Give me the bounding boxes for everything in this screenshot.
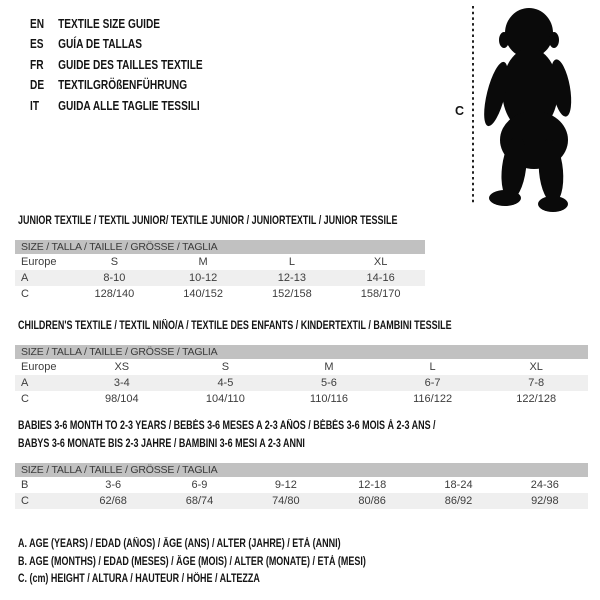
- language-code: IT: [30, 97, 40, 113]
- table-cell: 122/128: [516, 393, 557, 405]
- row-label: C: [21, 288, 29, 300]
- table-cell: 14-16: [366, 272, 395, 284]
- table-cell: XL: [529, 361, 543, 373]
- table-cell: 8-10: [103, 272, 126, 284]
- table-cell: L: [288, 256, 295, 268]
- table-cell: 6-9: [191, 479, 208, 491]
- table-cell: 92/98: [531, 495, 559, 507]
- language-label: GUÍA DE TALLAS: [58, 36, 143, 52]
- babies-size-table: [15, 463, 588, 509]
- table-row-a: [15, 375, 588, 391]
- table-cell: 98/104: [104, 393, 139, 405]
- height-measure-label: C: [455, 104, 465, 118]
- language-row-it: [30, 95, 203, 116]
- size-header-bar: SIZE / TALLA / TAILLE / GRÖSSE / TAGLIA: [15, 345, 588, 359]
- size-header-bar: SIZE / TALLA / TAILLE / GRÖSSE / TAGLIA: [15, 463, 588, 477]
- table-cell: S: [110, 256, 119, 268]
- table-cell: XS: [114, 361, 130, 373]
- table-cell: 3-4: [113, 377, 130, 389]
- table-cell: 74/80: [272, 495, 300, 507]
- table-cell: 24-36: [530, 479, 559, 491]
- junior-section-title: JUNIOR TEXTILE / TEXTIL JUNIOR/ TEXTILE JUNIOR / JUNIORTEXTIL / JUNIOR TESSILE: [18, 215, 398, 227]
- row-label: Europe: [21, 361, 57, 373]
- table-cell: 140/152: [183, 288, 223, 300]
- babies-section-title-line2: BABYS 3-6 MONATE BIS 2-3 JAHRE / BAMBINI 3-6 MESI A 2-3 ANNI: [18, 438, 305, 450]
- baby-silhouette-figure: [452, 2, 600, 214]
- table-row-europe: [15, 359, 588, 375]
- row-label: C: [21, 393, 29, 405]
- table-cell: 110/116: [309, 393, 349, 405]
- language-row-de: [30, 75, 203, 96]
- table-cell: L: [429, 361, 436, 373]
- footnote-c: C. (cm) HEIGHT / ALTURA / HAUTEUR / HÖHE / ALTEZZA: [18, 573, 260, 585]
- language-code: FR: [30, 56, 44, 72]
- row-label: A: [21, 272, 29, 284]
- footnotes: [18, 536, 464, 589]
- table-cell: 7-8: [528, 377, 545, 389]
- table-cell: 128/140: [94, 288, 135, 300]
- table-cell: 80/86: [358, 495, 386, 507]
- language-code: DE: [30, 77, 45, 93]
- junior-size-table: [15, 240, 425, 302]
- table-cell: 18-24: [444, 479, 473, 491]
- language-code: EN: [30, 15, 45, 31]
- table-cell: S: [221, 361, 230, 373]
- children-section-title: CHILDREN'S TEXTILE / TEXTIL NIÑO/A / TEXTILE DES ENFANTS / KINDERTEXTIL / BAMBINI TESSILE: [18, 320, 452, 332]
- language-label: TEXTILE SIZE GUIDE: [58, 15, 161, 31]
- table-row-c: [15, 391, 588, 407]
- table-row-b: [15, 477, 588, 493]
- row-label: B: [21, 479, 29, 491]
- table-cell: 12-13: [277, 272, 306, 284]
- table-cell: 62/68: [99, 495, 127, 507]
- table-cell: XL: [373, 256, 388, 268]
- children-size-table: [15, 345, 588, 407]
- table-row-c: [15, 493, 588, 509]
- babies-section-title-line1: BABIES 3-6 MONTH TO 2-3 YEARS / BEBÉS 3-6 MESES A 2-3 AÑOS / BÉBÉS 3-6 MOIS À 2-3 ANS /: [18, 420, 436, 432]
- table-cell: 5-6: [321, 377, 337, 389]
- table-cell: 6-7: [424, 377, 441, 389]
- table-cell: 158/170: [360, 288, 401, 300]
- footnote-a: A. AGE (YEARS) / EDAD (AÑOS) / ÂGE (ANS) / ALTER (JAHRE) / ETÀ (ANNI): [18, 538, 341, 550]
- language-code: ES: [30, 36, 44, 52]
- table-row-a: [15, 270, 425, 286]
- table-cell: 12-18: [358, 479, 387, 491]
- language-label: TEXTILGRÖßENFÜHRUNG: [58, 77, 188, 93]
- baby-silhouette: [479, 8, 575, 212]
- table-cell: 3-6: [105, 479, 122, 491]
- footnote-b: B. AGE (MONTHS) / EDAD (MESES) / ÂGE (MOIS) / ALTER (MONATE) / ETÀ (MESI): [18, 555, 366, 568]
- language-row-fr: [30, 54, 203, 75]
- size-header-bar: SIZE / TALLA / TAILLE / GRÖSSE / TAGLIA: [15, 240, 425, 254]
- language-label: GUIDA ALLE TAGLIE TESSILI: [58, 97, 200, 113]
- table-cell: 68/74: [185, 495, 214, 507]
- table-cell: 4-5: [217, 377, 234, 389]
- table-cell: 152/158: [271, 288, 312, 300]
- table-cell: 9-12: [274, 479, 297, 491]
- table-row-europe: [15, 254, 425, 270]
- row-label: C: [21, 495, 29, 507]
- table-cell: 86/92: [444, 495, 473, 507]
- table-cell: M: [198, 256, 208, 268]
- row-label: A: [21, 377, 29, 389]
- row-label: Europe: [21, 256, 57, 268]
- language-list: [30, 13, 251, 116]
- table-cell: 116/122: [413, 393, 453, 405]
- table-row-c: [15, 286, 425, 302]
- table-cell: 10-12: [189, 272, 218, 284]
- language-label: GUIDE DES TAILLES TEXTILE: [58, 56, 203, 72]
- language-row-es: [30, 34, 203, 55]
- table-cell: M: [324, 361, 334, 373]
- table-cell: 104/110: [205, 393, 245, 405]
- language-row-en: [30, 13, 203, 34]
